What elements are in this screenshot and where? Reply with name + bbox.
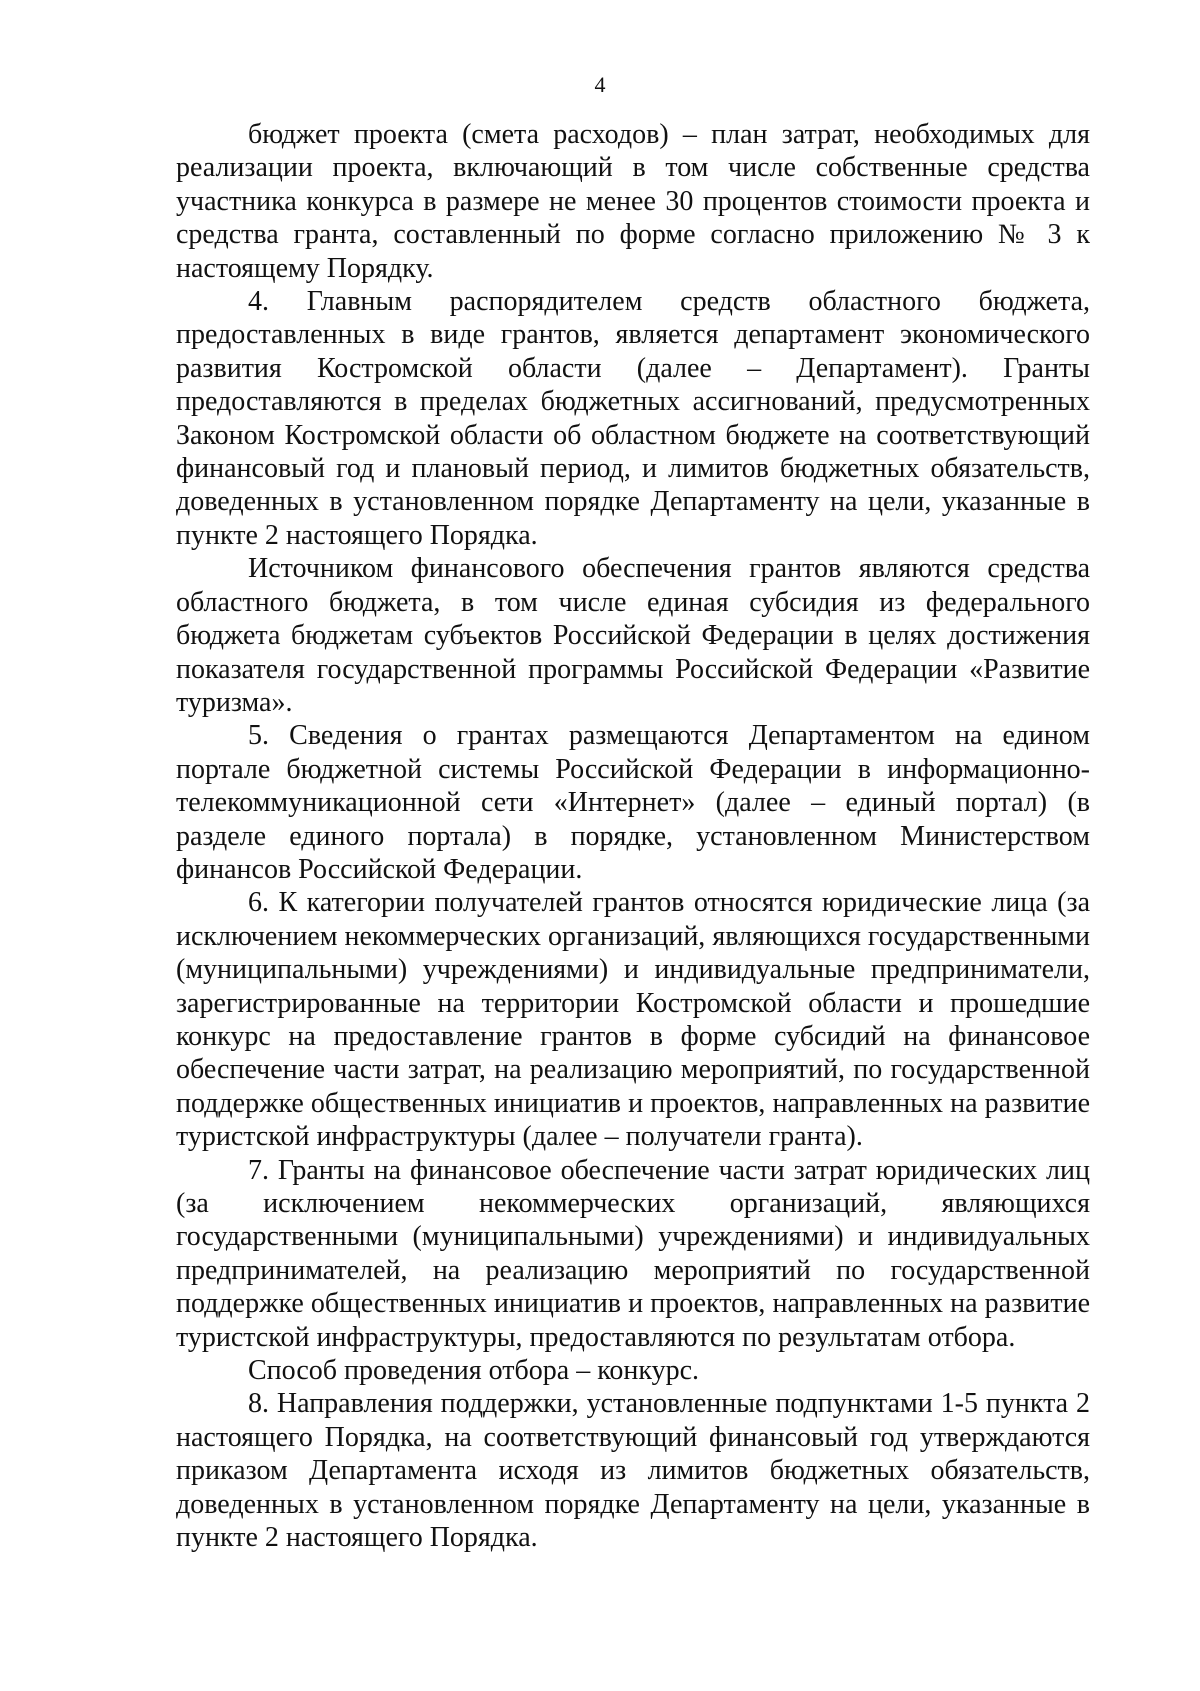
document-body [176, 118, 1090, 1554]
paragraph-item-8: 8. Направления поддержки, установленные подпунктами 1-5 пункта 2 настоящего Порядка, на соответствующий финансовый год утверждаются приказом Департамента исходя из лимитов бюджетных обязательств, доведенных в установленном порядке Департаменту на цели, указанные в пункте 2 настоящего Порядка. [176, 1388, 1090, 1554]
paragraph-item-6: 6. К категории получателей грантов относятся юридические лица (за исключением некоммерческих организаций, являющихся государственными (муниципальными) учреждениями) и индивидуальные предприниматели, зарегистрированные на территории Костромской области и прошедшие конкурс на предоставление грантов в форме субсидий на финансовое обеспечение части затрат, на реализацию мероприятий, по государственной поддержке общественных инициатив и проектов, направленных на развитие туристской инфраструктуры (далее – получатели гранта). [176, 887, 1090, 1153]
paragraph-item-4: 4. Главным распорядителем средств областного бюджета, предоставленных в виде грантов, является департамент экономического развития Костромской области (далее – Департамент). Гранты предоставляются в пределах бюджетных ассигнований, предусмотренных Законом Костромской области об областном бюджете на соответствующий финансовый год и плановый период, и лимитов бюджетных обязательств, доведенных в установленном порядке Департаменту на цели, указанные в пункте 2 настоящего Порядка. [176, 286, 1090, 551]
paragraph-item-5: 5. Сведения о грантах размещаются Департаментом на едином портале бюджетной системы Российской Федерации в информационно-телекоммуникационной сети «Интернет» (далее – единый портал) (в разделе единого портала) в порядке, установленном Министерством финансов Российской Федерации. [176, 720, 1090, 885]
paragraph-selection-method: Способ проведения отбора – конкурс. [248, 1355, 699, 1387]
paragraph-item-7: 7. Гранты на финансовое обеспечение части затрат юридических лиц (за исключением некоммерческих организаций, являющихся государственными (муниципальными) учреждениями) и индивидуальных предпринимателей, на реализацию мероприятий по государственной поддержке общественных инициатив и проектов, направленных на развитие туристской инфраструктуры, предоставляются по результатам отбора. [176, 1154, 1090, 1353]
page-number: 4 [594, 72, 606, 97]
paragraph-project-budget: бюджет проекта (смета расходов) – план затрат, необходимых для реализации проекта, включающий в том числе собственные средства участника конкурса в размере не менее 30 процентов стоимости проекта и средства гранта, составленный по форме согласно приложению № 3 к настоящему Порядку. [176, 119, 1090, 284]
paragraph-funding-source: Источником финансового обеспечения грантов являются средства областного бюджета, в том числе единая субсидия из федерального бюджета бюджетам субъектов Российской Федерации в целях достижения показателя государственной программы Российской Федерации «Развитие туризма». [176, 553, 1090, 718]
